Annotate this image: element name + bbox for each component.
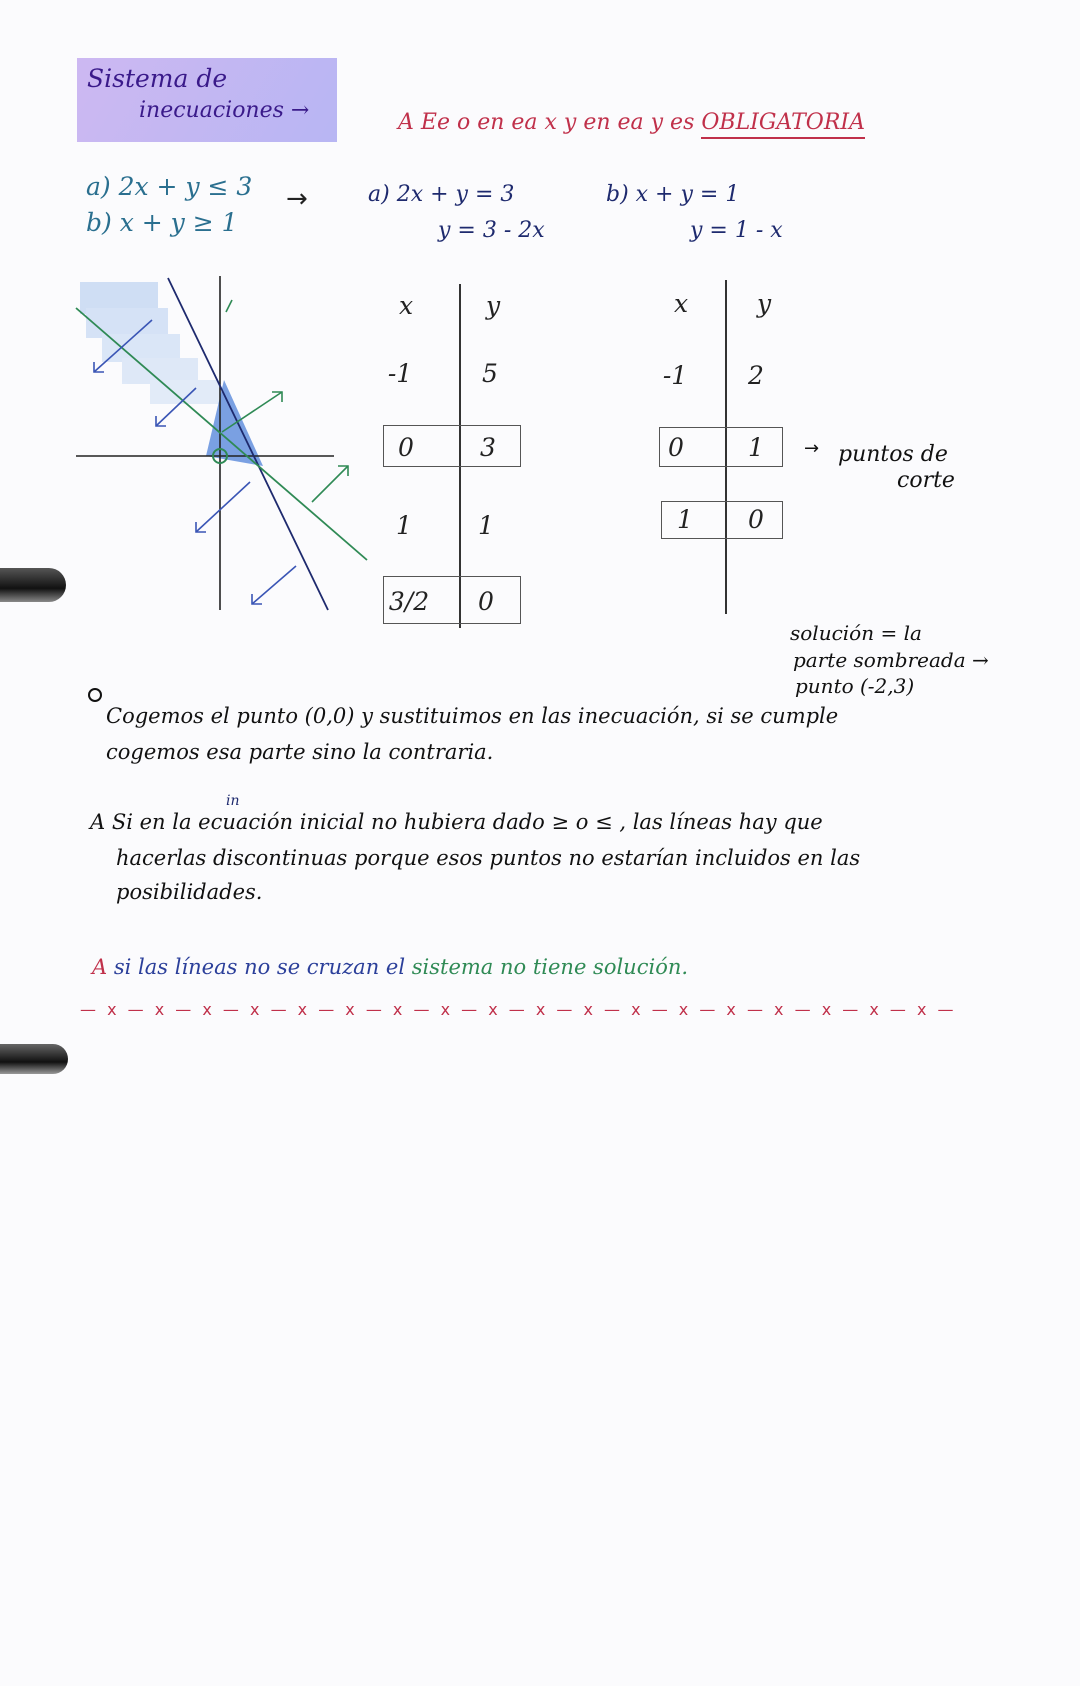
- table-b-row2-x: 0: [668, 432, 684, 462]
- section-divider: — x — x — x — x — x — x — x — x — x — x — x — x — x — x — x — x — x — x —: [80, 1000, 957, 1019]
- bullet-circle-icon: [88, 688, 102, 702]
- table-b-row1-x: -1: [662, 360, 688, 390]
- paragraph2-line2: hacerlas discontinuas porque esos puntos no estarían incluidos en las: [116, 846, 861, 870]
- paragraph2-line3: posibilidades.: [116, 880, 263, 904]
- line-a: [168, 278, 328, 610]
- table-a-row2-x: 0: [398, 432, 414, 462]
- title-highlight: [77, 58, 337, 142]
- obligatoria-word: OBLIGATORIA: [701, 110, 865, 139]
- equation-b-line2: y = 1 - x: [690, 218, 783, 243]
- solucion-line2: parte sombreada →: [793, 648, 989, 672]
- paragraph3-text-b: sistema no tiene solución.: [411, 955, 689, 979]
- obligatoria-note: [398, 110, 865, 135]
- equation-b-line1: b) x + y = 1: [606, 182, 740, 207]
- table-a-row2-y: 3: [480, 432, 496, 462]
- table-b-row1-y: 2: [748, 360, 764, 390]
- title-line-1: Sistema de: [87, 64, 228, 93]
- paragraph3-text-a: si las líneas no se cruzan el: [113, 955, 406, 979]
- paragraph2-superscript: in: [226, 793, 240, 809]
- solucion-line1: solución = la: [790, 621, 922, 645]
- inequality-b: b) x + y ≥ 1: [86, 208, 238, 237]
- puntos-corte-line1: puntos de: [838, 442, 948, 467]
- table-a-row1-y: 5: [482, 358, 498, 388]
- paragraph3: [92, 955, 688, 979]
- table-a-row4-y: 0: [478, 586, 494, 616]
- table-b-row2-y: 1: [748, 432, 764, 462]
- table-a-row3-x: 1: [396, 510, 412, 540]
- obligatoria-prefix: A Ee o en ea x y en ea y es: [398, 110, 702, 135]
- inequality-a: a) 2x + y ≤ 3: [86, 172, 253, 201]
- paragraph1-line1: Cogemos el punto (0,0) y sustituimos en las inecuación, si se cumple: [106, 704, 839, 728]
- table-b-row3-x: 1: [677, 504, 693, 534]
- solucion-line3: punto (-2,3): [795, 674, 915, 698]
- table-b-header-x: x: [673, 288, 689, 318]
- paragraph3-star: A: [92, 955, 108, 979]
- system-arrow: →: [286, 184, 308, 214]
- binder-ring-top: [0, 568, 66, 602]
- title-line-2: inecuaciones →: [139, 98, 310, 123]
- table-a-row3-y: 1: [478, 510, 494, 540]
- paragraph2-line1: A Si en la ecuación inicial no hubiera dado ≥ o ≤ , las líneas hay que: [90, 810, 823, 834]
- table-b-row3-y: 0: [748, 504, 764, 534]
- table-b-header-y: y: [756, 288, 772, 318]
- binder-ring-bottom: [0, 1044, 68, 1074]
- line-b: [76, 308, 367, 560]
- inequality-graph: [72, 270, 372, 620]
- puntos-arrow: →: [804, 438, 820, 459]
- table-a-row4-x: 3/2: [388, 586, 430, 616]
- table-a-header-x: x: [398, 290, 414, 320]
- equation-a-line1: a) 2x + y = 3: [368, 182, 515, 207]
- puntos-corte-line2: corte: [897, 468, 955, 493]
- table-a-row1-x: -1: [387, 358, 413, 388]
- equation-a-line2: y = 3 - 2x: [438, 218, 545, 243]
- direction-arrows-green: [222, 300, 348, 502]
- paragraph1-line2: cogemos esa parte sino la contraria.: [106, 740, 494, 764]
- table-a-header-y: y: [485, 290, 501, 320]
